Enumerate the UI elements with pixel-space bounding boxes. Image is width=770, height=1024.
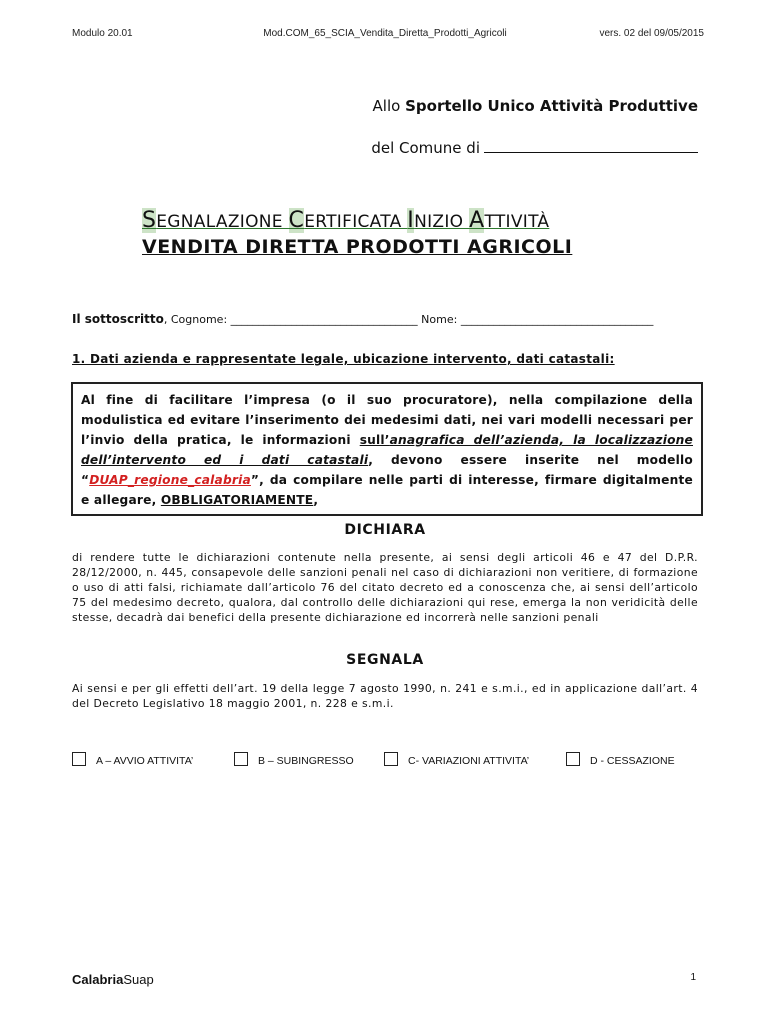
page-number: 1 [690, 972, 696, 983]
dichiara-heading: DICHIARA [344, 522, 426, 538]
info-text-3: anagrafica dell’azienda, la localizzazione dell’intervento ed i dati catastali [81, 433, 693, 467]
checkbox-variazioni[interactable] [384, 752, 398, 766]
section-1-heading: 1. Dati azienda e rappresentate legale, ubicazione intervento, dati catastali: [72, 352, 615, 366]
title-word-4: TTIVITÀ [484, 212, 550, 232]
option-avvio[interactable] [72, 752, 193, 767]
logo-light-part: Suap [123, 972, 154, 987]
option-variazioni-label: C- VARIAZIONI ATTIVITA’ [408, 755, 530, 767]
checkbox-subingresso[interactable] [234, 752, 248, 766]
info-text-end: , [313, 493, 319, 507]
segnala-heading: SEGNALA [346, 652, 424, 668]
option-cessazione-label: D - CESSAZIONE [590, 755, 675, 767]
title-initial-s: S [142, 208, 157, 233]
title-word-3: NIZIO [414, 212, 470, 232]
recipient-office-name: Sportello Unico Attività Produttive [405, 97, 698, 115]
info-text-mandatory: OBBLIGATORIAMENTE [160, 493, 314, 507]
comune-label: del Comune di [371, 139, 480, 157]
comune-blank-line[interactable] [484, 138, 698, 153]
recipient-comune [330, 138, 698, 157]
dichiara-text: di rendere tutte le dichiarazioni contenute nella presente, ai sensi degli articoli 46 e 47 del D.P.R. 28/12/2000, n. 445, consapevole delle sanzioni penali nel caso di dichiarazioni non veritiere, di formazione o uso di atti falsi, richiamate dall’articolo 76 del citato decreto ed a conoscenza che, ai sensi dell’articolo 75 del medesimo decreto, qualora, dal controllo delle dichiarazioni qui rese, emerga la non veridicità delle stesse, decadrà dai benefici della presente dichiarazione ed incorrerà nelle sanzioni penali [72, 551, 698, 624]
recipient-prefix: Allo [372, 97, 401, 115]
info-text-1: Al fine di facilitare l’impresa (o il suo procuratore), nella compilazione della modulistica ed evitare l’inserimento dei medesimi dati, nei vari modelli necessari per l’invio della pratica, le informazioni [81, 393, 693, 447]
duap-model-link[interactable]: DUAP_regione_calabria [89, 473, 251, 487]
option-cessazione[interactable] [566, 752, 675, 767]
option-subingresso[interactable] [234, 752, 354, 767]
document-title [142, 208, 549, 233]
header-document-code: Mod.COM_65_SCIA_Vendita_Diretta_Prodotti_Agricoli [263, 28, 507, 39]
name-label: Nome: [421, 313, 458, 326]
surname-field[interactable]: __________________________________ [230, 313, 418, 326]
name-field[interactable]: ___________________________________ [460, 313, 654, 326]
signer-comma: , [163, 313, 168, 326]
calabria-suap-logo [72, 972, 154, 987]
checkbox-cessazione[interactable] [566, 752, 580, 766]
title-word-1: EGNALAZIONE [156, 212, 289, 232]
option-avvio-label: A – AVVIO ATTIVITA’ [96, 755, 194, 767]
title-initial-a: A [469, 208, 485, 233]
title-word-2: ERTIFICATA [304, 212, 408, 232]
header-module-number: Modulo 20.01 [72, 28, 133, 39]
recipient-office [330, 97, 698, 115]
signer-label: Il sottoscritto [72, 312, 164, 326]
header-version: vers. 02 del 09/05/2015 [599, 28, 704, 39]
logo-bold-part: Calabria [72, 972, 124, 987]
option-subingresso-label: B – SUBINGRESSO [258, 755, 354, 767]
checkbox-avvio[interactable] [72, 752, 86, 766]
segnala-text: Ai sensi e per gli effetti dell’art. 19 della legge 7 agosto 1990, n. 241 e s.m.i., ed in applicazione dall’art. 4 del Decreto Legislativo 18 maggio 2001, n. 228 e s.m.i. [72, 682, 698, 710]
signer-line [72, 312, 698, 326]
info-box [71, 382, 703, 516]
title-initial-i: I [407, 208, 415, 233]
info-text-4: , devono essere inserite nel modello “ [81, 453, 693, 487]
option-variazioni[interactable] [384, 752, 529, 767]
document-subtitle: VENDITA DIRETTA PRODOTTI AGRICOLI [142, 236, 573, 258]
surname-label: Cognome: [170, 313, 228, 326]
title-initial-c: C [288, 208, 305, 233]
info-text-2: sull’ [359, 433, 390, 447]
info-text-5: ”, da compilare nelle parti di interesse, firmare digitalmente e allegare, [81, 473, 693, 507]
